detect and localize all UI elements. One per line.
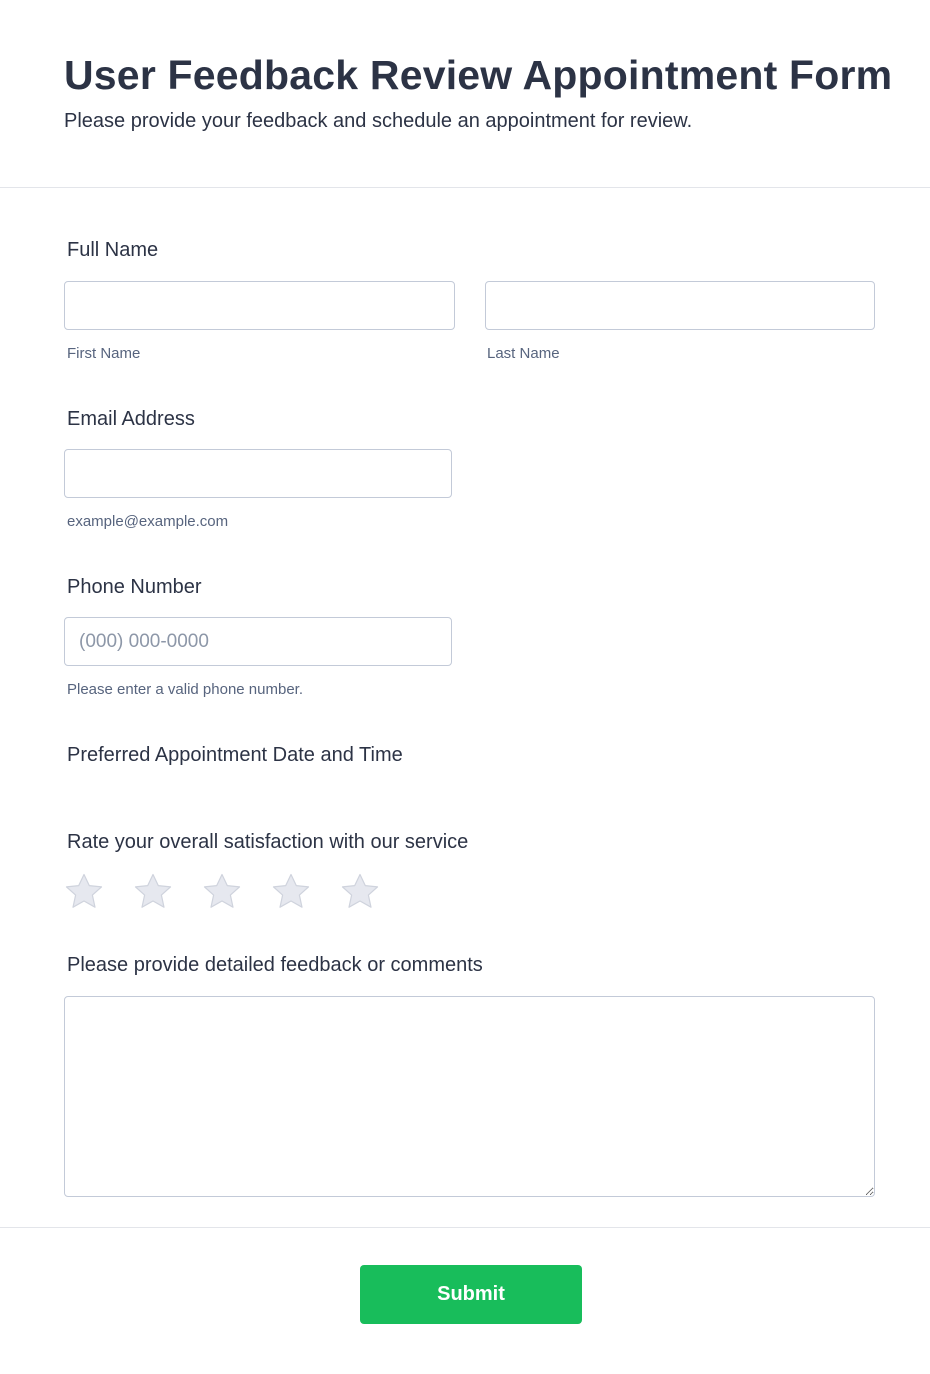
feedback-textarea[interactable]: [64, 996, 875, 1197]
page-title: User Feedback Review Appointment Form: [64, 52, 893, 98]
email-label: Email Address: [67, 408, 195, 430]
phone-sublabel: Please enter a valid phone number.: [67, 681, 303, 698]
phone-label: Phone Number: [67, 576, 202, 598]
first-name-input[interactable]: [64, 281, 455, 330]
appointment-label: Preferred Appointment Date and Time: [67, 744, 403, 766]
form-header: [0, 0, 930, 188]
star-icon[interactable]: [202, 872, 242, 912]
email-sublabel: example@example.com: [67, 513, 229, 530]
last-name-sublabel: Last Name: [487, 345, 560, 362]
first-name-sublabel: First Name: [67, 345, 141, 362]
phone-input[interactable]: [64, 617, 452, 666]
rating-label: Rate your overall satisfaction with our service: [67, 831, 469, 853]
star-icon[interactable]: [133, 872, 173, 912]
feedback-label: Please provide detailed feedback or comments: [67, 954, 483, 976]
email-input[interactable]: [64, 449, 452, 498]
star-rating: [64, 872, 409, 912]
page-subtitle: Please provide your feedback and schedule an appointment for review.: [64, 110, 693, 132]
star-icon[interactable]: [64, 872, 104, 912]
submit-button[interactable]: Submit: [360, 1265, 582, 1324]
last-name-input[interactable]: [485, 281, 875, 330]
star-icon[interactable]: [340, 872, 380, 912]
star-icon[interactable]: [271, 872, 311, 912]
full-name-label: Full Name: [67, 239, 159, 261]
